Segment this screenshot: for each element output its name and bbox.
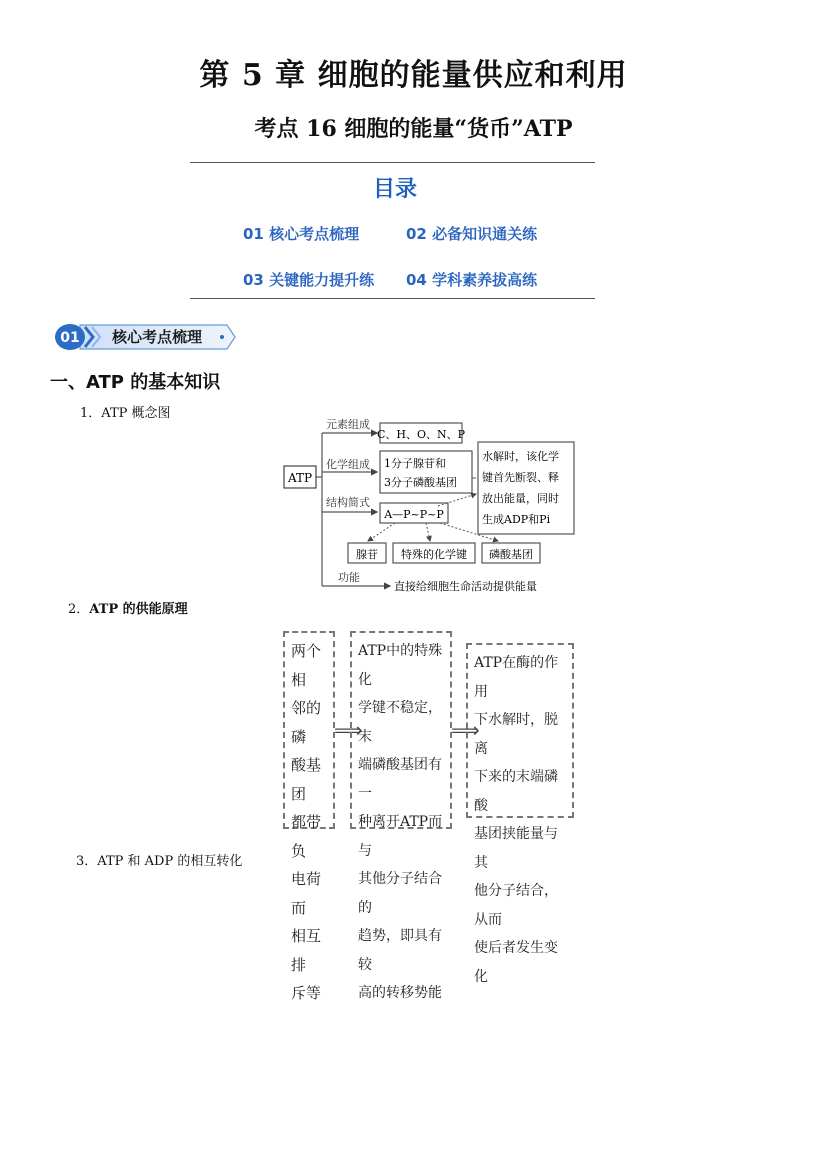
box1-line: 斥等 bbox=[291, 984, 322, 1002]
elements-box: C、H、O、N、P bbox=[376, 428, 466, 441]
box1-line: 两个相 bbox=[291, 642, 322, 689]
box2-line: 高的转移势能 bbox=[358, 985, 442, 1001]
root-node: ATP bbox=[287, 471, 313, 485]
toc-title: 目录 bbox=[372, 177, 417, 202]
hydrolysis-line3: 放出能量，同时 bbox=[482, 492, 559, 505]
composition-line1: 1分子腺苷和 bbox=[384, 457, 446, 470]
hydrolysis-line1: 水解时，该化学 bbox=[482, 450, 559, 463]
box3-line: ATP在酶的作用 bbox=[474, 655, 559, 700]
item1-label: 1．ATP 概念图 bbox=[80, 406, 171, 421]
box2-line: 端磷酸基团有一 bbox=[358, 757, 442, 802]
topic-title: 考点 16 细胞的能量“货币”ATP bbox=[254, 116, 573, 142]
arrow-icon: ⟹ bbox=[451, 718, 480, 742]
branch-function: 功能 bbox=[338, 571, 360, 584]
composition-line2: 3分子磷酸基团 bbox=[384, 476, 457, 489]
box1-line: 相互排 bbox=[291, 927, 322, 974]
box3-line: 下水解时，脱离 bbox=[474, 712, 558, 757]
item2-row bbox=[68, 598, 188, 617]
part-adenosine: 腺苷 bbox=[356, 548, 378, 561]
box3-line: 下来的末端磷酸 bbox=[474, 769, 558, 814]
part-phosphate: 磷酸基团 bbox=[489, 548, 533, 561]
toc-item-knowledge[interactable]: 02 必备知识通关练 bbox=[406, 225, 538, 243]
toc-top-rule bbox=[190, 162, 595, 163]
box1-line: 酸基团 bbox=[291, 756, 322, 803]
chapter-title: 第 5 章 细胞的能量供应和利用 bbox=[199, 58, 628, 93]
toc-bottom-rule bbox=[190, 298, 595, 299]
structure-formula: A—P~P~P bbox=[384, 508, 444, 521]
banner-number: 01 bbox=[60, 330, 80, 346]
dot-icon bbox=[220, 335, 224, 339]
arrow-icon: ⟹ bbox=[334, 718, 363, 742]
part-special-bond: 特殊的化学键 bbox=[401, 548, 467, 561]
box1-line: 邻的磷 bbox=[291, 699, 322, 746]
branch-composition: 化学组成 bbox=[326, 458, 370, 471]
banner-label: 核心考点梳理 bbox=[112, 328, 203, 346]
section-banner bbox=[55, 322, 240, 352]
box2-line: 学键不稳定，末 bbox=[358, 700, 442, 745]
branch-elements: 元素组成 bbox=[326, 418, 370, 431]
principle-box-1 bbox=[283, 631, 335, 1002]
box3-line: 基团挟能量与其 bbox=[474, 826, 558, 871]
principle-box-3 bbox=[466, 643, 574, 985]
item2-num: 2． bbox=[68, 602, 90, 617]
item3-label: 3．ATP 和 ADP 的相互转化 bbox=[76, 854, 243, 869]
box3-line: 使后者发生变化 bbox=[474, 940, 558, 985]
box2-line: 种离开ATP而与 bbox=[358, 814, 443, 859]
box1-line: 电荷而 bbox=[291, 870, 322, 917]
principle-box-2 bbox=[350, 631, 452, 1001]
toc-item-core[interactable]: 01 核心考点梳理 bbox=[243, 225, 360, 243]
item2-label: ATP 的供能原理 bbox=[89, 602, 188, 617]
atp-concept-map bbox=[280, 414, 580, 599]
branch-structure: 结构简式 bbox=[326, 496, 370, 509]
box1-line: 都带负 bbox=[291, 813, 322, 860]
box2-line: ATP中的特殊化 bbox=[358, 643, 443, 688]
toc-item-ability[interactable]: 03 关键能力提升练 bbox=[243, 271, 375, 289]
toc-item-literacy[interactable]: 04 学科素养拔高练 bbox=[406, 271, 538, 289]
box3-line: 他分子结合，从而 bbox=[474, 883, 558, 928]
function-text: 直接给细胞生命活动提供能量 bbox=[394, 580, 537, 593]
section-heading: 一、ATP 的基本知识 bbox=[50, 372, 221, 393]
box2-line: 其他分子结合的 bbox=[358, 871, 442, 916]
hydrolysis-line2: 键首先断裂、释 bbox=[482, 471, 559, 484]
box2-line: 趋势，即具有较 bbox=[358, 928, 442, 973]
hydrolysis-line4: 生成ADP和Pi bbox=[482, 513, 551, 526]
